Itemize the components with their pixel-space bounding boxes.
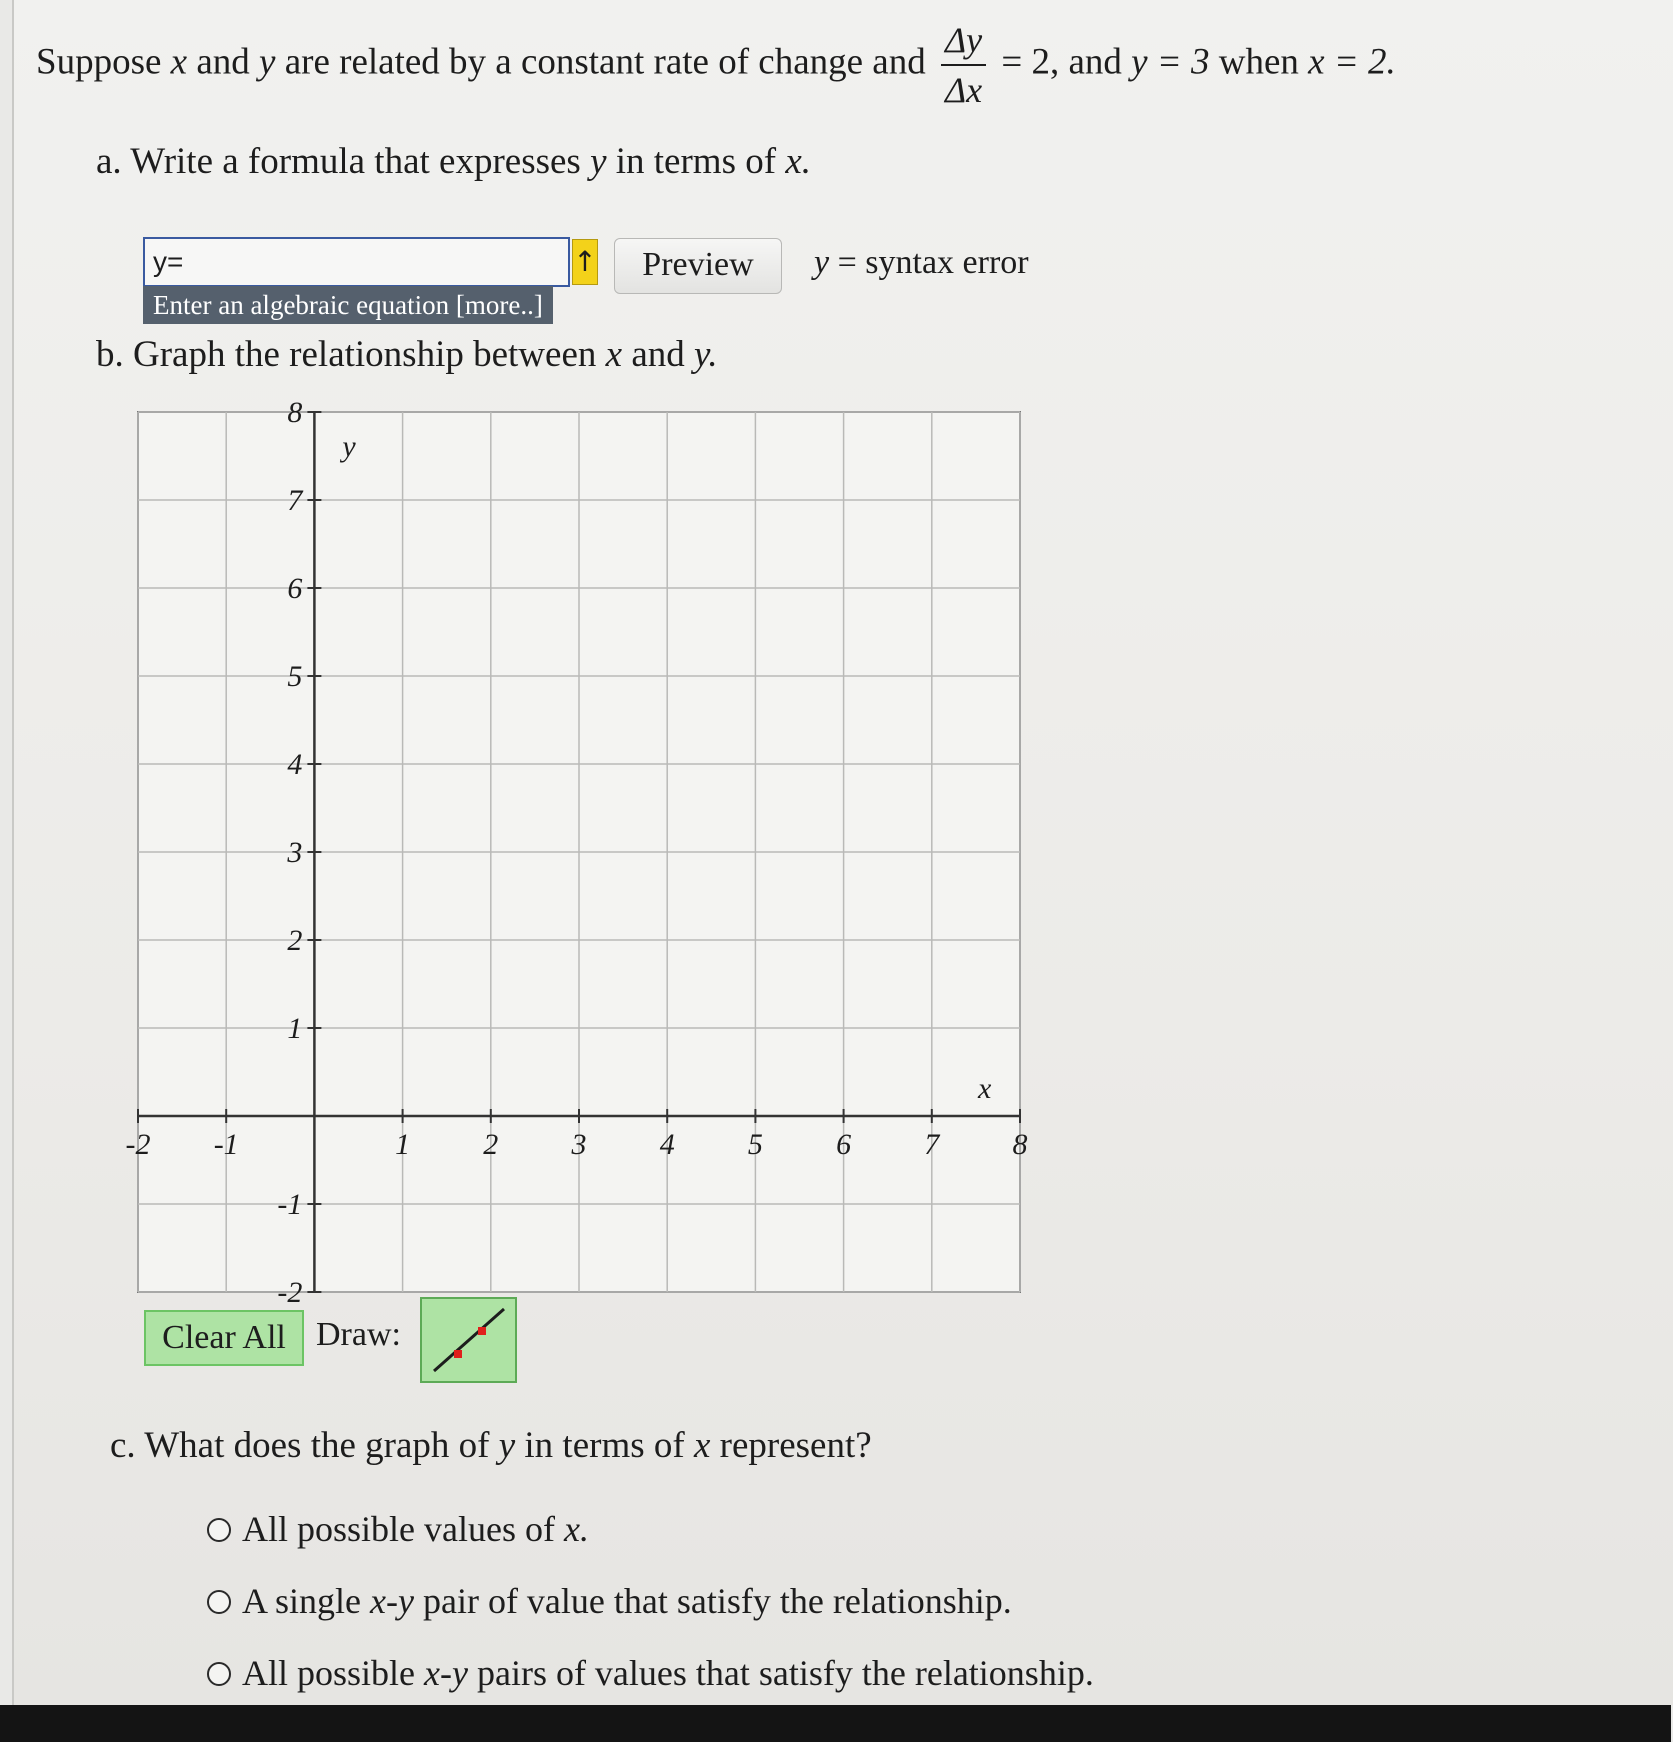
option-3-label xyxy=(242,1652,1094,1694)
part-b-prefix: b. Graph the relationship between xyxy=(96,334,597,375)
stem-and: and xyxy=(196,41,250,83)
x-tick-label: -1 xyxy=(213,1128,239,1161)
y-tick-label: 6 xyxy=(287,572,303,605)
preview-var: y xyxy=(814,244,830,281)
part-a-var-y: y xyxy=(590,141,607,182)
clear-all-button[interactable]: Clear All xyxy=(144,1310,304,1366)
stem-when: when xyxy=(1218,41,1299,83)
part-c-var-x: x xyxy=(693,1425,711,1466)
x-tick-label: 3 xyxy=(571,1128,587,1161)
option-3-post: pairs of values that satisfy the relationship. xyxy=(476,1653,1094,1693)
option-2-post: pair of value that satisfy the relationship. xyxy=(422,1581,1012,1621)
stem-eq-y: y = 3 xyxy=(1131,41,1210,83)
y-axis-label: y xyxy=(342,430,356,463)
rate-fraction xyxy=(941,22,986,108)
graph-canvas[interactable] xyxy=(125,396,1028,1309)
y-tick-label: 8 xyxy=(287,396,303,429)
part-c-suffix: represent? xyxy=(719,1425,872,1466)
draw-line-tool-button[interactable] xyxy=(420,1297,517,1383)
part-c-var-y: y xyxy=(498,1425,516,1466)
part-b-and: and xyxy=(631,334,685,375)
y-tick-label: 4 xyxy=(287,748,303,781)
x-axis-label: x xyxy=(978,1072,992,1105)
preview-button[interactable]: Preview xyxy=(614,238,782,294)
stem-middle: are related by a constant rate of change and xyxy=(284,41,926,83)
stem-var-y: y xyxy=(259,41,276,83)
part-a-prompt xyxy=(96,140,811,183)
x-tick-label: 1 xyxy=(395,1128,411,1161)
y-tick-label: 5 xyxy=(287,660,303,693)
option-1-pre: All possible values of xyxy=(242,1509,555,1549)
part-c-prefix: c. What does the graph of xyxy=(110,1425,490,1466)
option-2-pre: A single xyxy=(242,1581,362,1621)
y-tick-label: -1 xyxy=(277,1188,303,1221)
stem-prefix: Suppose xyxy=(36,41,162,83)
y-tick-label: 3 xyxy=(287,836,303,869)
x-tick-label: 6 xyxy=(836,1128,852,1161)
preview-eq: = xyxy=(837,244,857,281)
x-tick-label: 5 xyxy=(747,1128,763,1161)
line-segment-icon xyxy=(422,1299,515,1381)
formula-input[interactable] xyxy=(145,239,568,285)
y-tick-label: 1 xyxy=(287,1012,303,1045)
x-tick-label: 2 xyxy=(483,1128,499,1161)
option-2-var: x-y xyxy=(370,1581,414,1621)
part-c-middle: in terms of xyxy=(524,1425,685,1466)
part-a-prefix: a. Write a formula that expresses xyxy=(96,141,581,182)
y-tick-label: -2 xyxy=(277,1276,303,1309)
part-b-var-x: x xyxy=(605,334,623,375)
y-tick-label: 2 xyxy=(287,924,303,957)
part-a-var-x: x. xyxy=(785,141,811,182)
part-b-prompt xyxy=(96,333,718,376)
x-tick-label: 8 xyxy=(1012,1128,1028,1161)
option-3-var: x-y xyxy=(424,1653,468,1693)
option-3-pre: All possible xyxy=(242,1653,416,1693)
x-tick-label: 7 xyxy=(924,1128,940,1161)
input-hint[interactable]: Enter an algebraic equation [more..] xyxy=(143,286,553,324)
part-b-var-y: y. xyxy=(694,334,718,375)
x-tick-label: 4 xyxy=(659,1128,675,1161)
question-stem xyxy=(36,22,1396,108)
stem-eq-x: x = 2. xyxy=(1308,41,1396,83)
arrow-up-icon[interactable]: ↑ xyxy=(572,239,598,285)
option-1-var: x. xyxy=(563,1509,589,1549)
part-c-prompt xyxy=(110,1424,872,1467)
x-tick-label: -2 xyxy=(125,1128,151,1161)
radio-option-3[interactable] xyxy=(207,1662,231,1686)
option-1-label xyxy=(242,1508,589,1550)
fraction-numerator: Δy xyxy=(941,22,986,66)
preview-result: syntax error xyxy=(865,244,1029,281)
fraction-denominator: Δx xyxy=(944,70,983,110)
stem-var-x: x xyxy=(170,41,188,83)
stem-suffix: = 2, and xyxy=(1001,41,1122,83)
radio-option-2[interactable] xyxy=(207,1590,231,1614)
radio-option-1[interactable] xyxy=(207,1518,231,1542)
screen-bottom-bezel xyxy=(0,1705,1671,1742)
answer-input-box xyxy=(143,237,570,287)
draw-label: Draw: xyxy=(316,1316,401,1353)
part-a-middle: in terms of xyxy=(615,141,777,182)
option-2-label xyxy=(242,1580,1012,1622)
preview-output xyxy=(814,244,1029,282)
y-tick-label: 7 xyxy=(287,484,303,517)
